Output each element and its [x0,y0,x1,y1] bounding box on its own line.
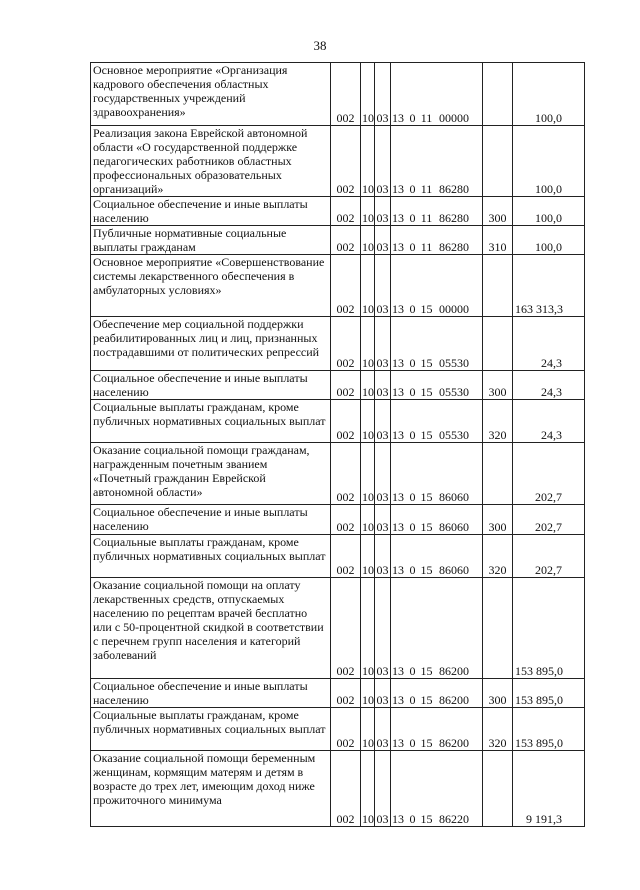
target-article-code [391,371,483,400]
target-num: 86060 [439,520,469,534]
expense-type-code [483,317,513,371]
target-num: 86220 [439,812,469,826]
subsection-code: 03 [375,255,391,317]
section-code: 10 [361,505,375,535]
ministry-code: 002 [331,400,361,443]
expense-type-code: 320 [483,400,513,443]
target-sub: 0 [409,428,416,442]
target-sub: 0 [409,240,416,254]
expense-type-code: 310 [483,226,513,255]
target-dir: 11 [420,211,433,225]
section-code: 10 [361,63,375,126]
expense-type-code: 300 [483,679,513,708]
subsection-code: 03 [375,443,391,505]
row-name: Социальное обеспечение и иные выплаты населению [91,505,331,535]
target-num: 86280 [439,182,469,196]
amount: 100,0 [513,63,585,126]
target-num: 86200 [439,693,469,707]
target-article-code [391,708,483,751]
target-dir: 15 [420,356,433,370]
row-name: Социальные выплаты гражданам, кроме публичных нормативных социальных выплат [91,708,331,751]
target-sub: 0 [409,490,416,504]
table-row [91,317,585,371]
target-sub: 0 [409,302,416,316]
section-code: 10 [361,400,375,443]
section-code: 10 [361,443,375,505]
target-num: 86280 [439,211,469,225]
ministry-code: 002 [331,317,361,371]
expense-type-code: 300 [483,197,513,226]
target-num: 05530 [439,385,469,399]
subsection-code: 03 [375,751,391,827]
table-row [91,443,585,505]
target-article-code [391,578,483,679]
section-code: 10 [361,197,375,226]
amount: 100,0 [513,197,585,226]
table-row [91,63,585,126]
target-sub: 0 [409,211,416,225]
amount: 163 313,3 [513,255,585,317]
amount: 153 895,0 [513,578,585,679]
ministry-code: 002 [331,443,361,505]
subsection-code: 03 [375,400,391,443]
row-name: Социальные выплаты гражданам, кроме публичных нормативных социальных выплат [91,400,331,443]
target-article-code [391,126,483,197]
table-row [91,578,585,679]
target-sub: 0 [409,563,416,577]
target-prog: 13 [392,356,404,370]
expense-type-code: 300 [483,505,513,535]
target-sub: 0 [409,520,416,534]
amount: 202,7 [513,505,585,535]
section-code: 10 [361,679,375,708]
target-num: 86060 [439,563,469,577]
target-num: 86200 [439,664,469,678]
row-name: Публичные нормативные социальные выплаты гражданам [91,226,331,255]
ministry-code: 002 [331,535,361,578]
subsection-code: 03 [375,708,391,751]
row-name: Оказание социальной помощи гражданам, награжденным почетным званием «Почетный гражданин Еврейской автономной области» [91,443,331,505]
target-num: 00000 [439,111,469,125]
target-article-code [391,400,483,443]
ministry-code: 002 [331,708,361,751]
target-sub: 0 [409,182,416,196]
table-row [91,255,585,317]
subsection-code: 03 [375,505,391,535]
target-prog: 13 [392,693,404,707]
target-dir: 15 [420,385,433,399]
target-num: 86200 [439,736,469,750]
row-name: Социальное обеспечение и иные выплаты населению [91,679,331,708]
target-article-code [391,255,483,317]
target-dir: 15 [420,490,433,504]
target-sub: 0 [409,356,416,370]
target-article-code [391,505,483,535]
ministry-code: 002 [331,578,361,679]
ministry-code: 002 [331,63,361,126]
amount: 202,7 [513,443,585,505]
target-num: 86060 [439,490,469,504]
ministry-code: 002 [331,255,361,317]
target-dir: 11 [420,240,433,254]
target-prog: 13 [392,490,404,504]
expense-type-code [483,255,513,317]
ministry-code: 002 [331,371,361,400]
expense-type-code [483,126,513,197]
subsection-code: 03 [375,317,391,371]
ministry-code: 002 [331,751,361,827]
amount: 153 895,0 [513,708,585,751]
expense-type-code [483,751,513,827]
expense-type-code [483,443,513,505]
target-article-code [391,197,483,226]
target-prog: 13 [392,812,404,826]
target-article-code [391,679,483,708]
target-prog: 13 [392,111,404,125]
target-num: 05530 [439,356,469,370]
section-code: 10 [361,708,375,751]
table-row [91,126,585,197]
target-dir: 15 [420,736,433,750]
amount: 9 191,3 [513,751,585,827]
ministry-code: 002 [331,679,361,708]
table-row [91,400,585,443]
target-prog: 13 [392,520,404,534]
subsection-code: 03 [375,371,391,400]
table-row [91,226,585,255]
target-sub: 0 [409,385,416,399]
target-dir: 15 [420,693,433,707]
table-row [91,371,585,400]
ministry-code: 002 [331,226,361,255]
section-code: 10 [361,751,375,827]
amount: 24,3 [513,400,585,443]
target-article-code [391,63,483,126]
subsection-code: 03 [375,226,391,255]
target-prog: 13 [392,736,404,750]
section-code: 10 [361,371,375,400]
budget-table [90,62,585,827]
row-name: Основное мероприятие «Совершенствование системы лекарственного обеспечения в амбулаторных условиях» [91,255,331,317]
target-dir: 15 [420,664,433,678]
row-name: Оказание социальной помощи на оплату лекарственных средств, отпускаемых населению по рецептам врачей бесплатно или с 50-процентной скидкой в соответствии с перечнем групп населения и категорий заболеваний [91,578,331,679]
row-name: Реализация закона Еврейской автономной области «О государственной поддержке педагогических работников областных профессиональных образовательных организаций» [91,126,331,197]
expense-type-code [483,578,513,679]
target-dir: 15 [420,812,433,826]
amount: 202,7 [513,535,585,578]
expense-type-code [483,63,513,126]
row-name: Социальные выплаты гражданам, кроме публичных нормативных социальных выплат [91,535,331,578]
subsection-code: 03 [375,63,391,126]
row-name: Социальное обеспечение и иные выплаты населению [91,371,331,400]
target-prog: 13 [392,428,404,442]
target-article-code [391,317,483,371]
section-code: 10 [361,578,375,679]
target-dir: 15 [420,520,433,534]
target-prog: 13 [392,385,404,399]
target-prog: 13 [392,182,404,196]
ministry-code: 002 [331,505,361,535]
row-name: Социальное обеспечение и иные выплаты населению [91,197,331,226]
target-dir: 15 [420,563,433,577]
amount: 24,3 [513,317,585,371]
table-row [91,197,585,226]
target-num: 00000 [439,302,469,316]
table-row [91,708,585,751]
target-prog: 13 [392,211,404,225]
target-prog: 13 [392,563,404,577]
ministry-code: 002 [331,197,361,226]
target-sub: 0 [409,736,416,750]
amount: 100,0 [513,226,585,255]
target-article-code [391,751,483,827]
amount: 24,3 [513,371,585,400]
table-row [91,751,585,827]
expense-type-code: 320 [483,535,513,578]
target-sub: 0 [409,812,416,826]
target-sub: 0 [409,664,416,678]
expense-type-code: 320 [483,708,513,751]
subsection-code: 03 [375,197,391,226]
target-article-code [391,226,483,255]
target-article-code [391,443,483,505]
subsection-code: 03 [375,679,391,708]
amount: 100,0 [513,126,585,197]
row-name: Основное мероприятие «Организация кадрового обеспечения областных государственных учреждений здравоохранения» [91,63,331,126]
row-name: Оказание социальной помощи беременным женщинам, кормящим матерям и детям в возрасте до трех лет, имеющим доход ниже прожиточного минимума [91,751,331,827]
table-row [91,505,585,535]
target-sub: 0 [409,693,416,707]
target-num: 05530 [439,428,469,442]
section-code: 10 [361,226,375,255]
table-row [91,679,585,708]
ministry-code: 002 [331,126,361,197]
target-prog: 13 [392,664,404,678]
target-dir: 15 [420,428,433,442]
table-row [91,535,585,578]
section-code: 10 [361,126,375,197]
section-code: 10 [361,255,375,317]
subsection-code: 03 [375,535,391,578]
subsection-code: 03 [375,578,391,679]
section-code: 10 [361,317,375,371]
target-num: 86280 [439,240,469,254]
row-name: Обеспечение мер социальной поддержки реабилитированных лиц и лиц, признанных пострадавшими от политических репрессий [91,317,331,371]
section-code: 10 [361,535,375,578]
target-prog: 13 [392,240,404,254]
expense-type-code: 300 [483,371,513,400]
amount: 153 895,0 [513,679,585,708]
target-dir: 11 [420,182,433,196]
target-article-code [391,535,483,578]
target-dir: 11 [420,111,433,125]
target-prog: 13 [392,302,404,316]
subsection-code: 03 [375,126,391,197]
target-sub: 0 [409,111,416,125]
page-number: 38 [313,38,327,53]
target-dir: 15 [420,302,433,316]
